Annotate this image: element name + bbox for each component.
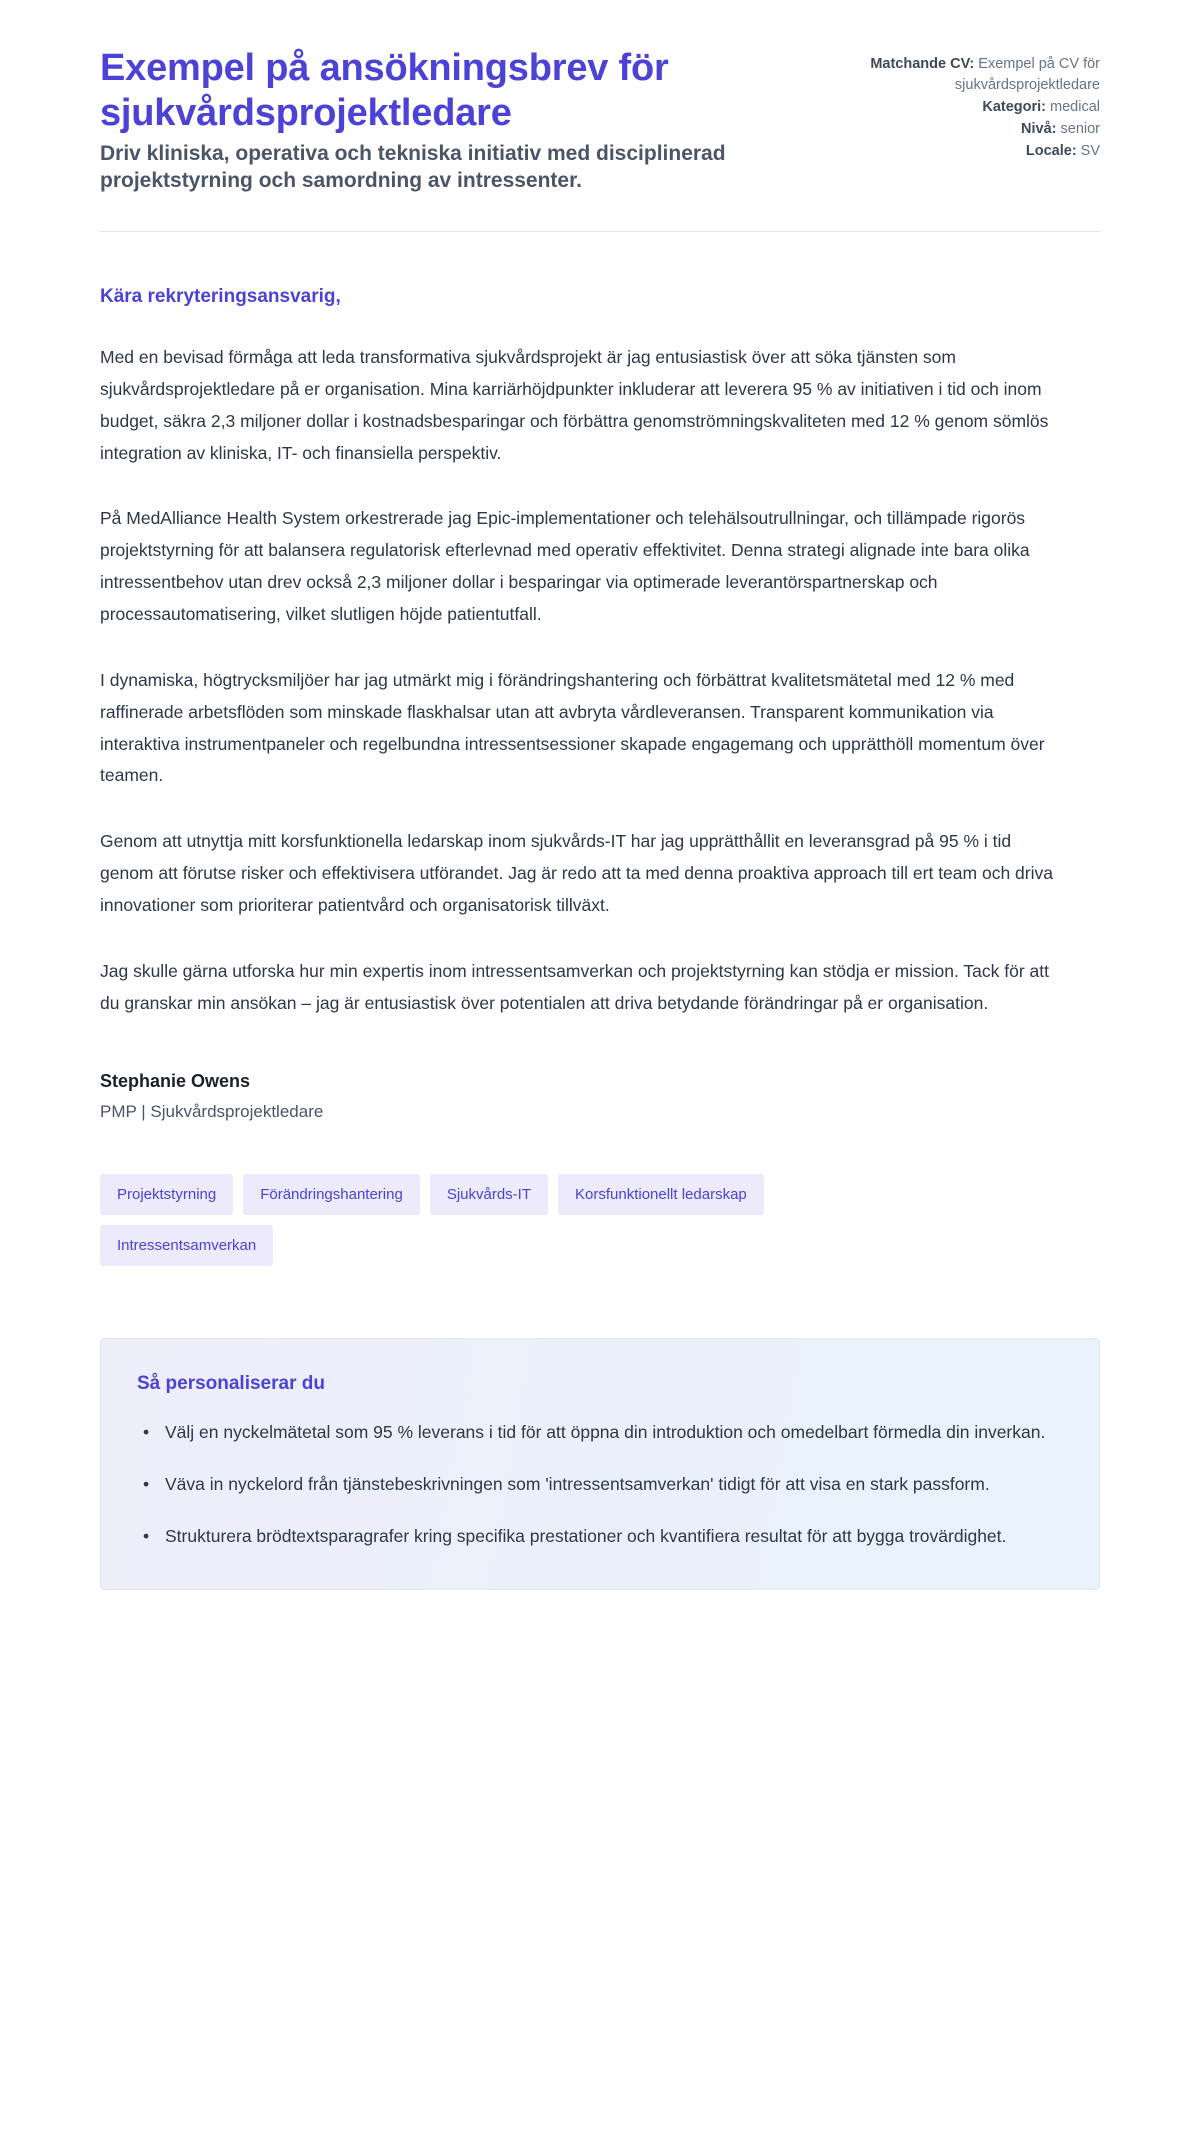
metadata-label: Matchande CV:	[870, 56, 975, 72]
letter-paragraph: Genom att utnyttja mitt korsfunktionella ledarskap inom sjukvårds-IT har jag upprätthållit en leveransgrad på 95 % i tid genom att förutse risker och effektivisera utförandet. Jag är redo att ta med denna proaktiva approach till ert team och driva innovationer som prioriterar patientvård och organisatorisk tillväxt.	[100, 831, 1053, 915]
callout-title: Så personaliserar du	[137, 1373, 325, 1395]
metadata-value: medical	[1050, 99, 1100, 116]
callout-tip-item: • Välj en nyckelmätetal som 95 % leverans i tid för att öppna din introduktion och omedelbart förmedla din inverkan.	[161, 1417, 1063, 1449]
page-title: Exempel på ansökningsbrev för sjukvårdsprojektledare	[100, 47, 669, 134]
metadata-row-matching-cv	[868, 54, 1100, 96]
metadata-label: Locale:	[1025, 143, 1077, 160]
metadata-label: Kategori:	[982, 99, 1046, 116]
tag-chip[interactable]: Intressentsamverkan	[100, 1225, 273, 1266]
tag-list	[100, 1174, 890, 1266]
letter-paragraph: I dynamiska, högtrycksmiljöer har jag utmärkt mig i förändringshantering och förbättrat kvalitetsmätetal med 12 % med raffinerade arbetsflöden som minskade flaskhalsar utan att avbryta vårdleveransen. Transparent kommunikation via interaktiva instrumentpaneler och regelbundna intressentsessioner skapade engagemang och upprätthöll momentum över teamen.	[100, 669, 1045, 786]
header-title-block	[100, 46, 780, 195]
personalization-callout	[100, 1338, 1100, 1590]
letter-body	[100, 232, 1100, 1122]
letter-greeting: Kära rekryteringsansvarig,	[100, 286, 341, 308]
tag-chip[interactable]: Projektstyrning	[100, 1174, 233, 1215]
callout-tip-list	[137, 1417, 1063, 1553]
signature-name: Stephanie Owens	[100, 1071, 251, 1092]
tag-chip[interactable]: Korsfunktionellt ledarskap	[558, 1174, 764, 1215]
page-header	[100, 0, 1100, 195]
metadata-label: Nivå:	[1021, 121, 1057, 138]
tag-chip[interactable]: Förändringshantering	[243, 1174, 420, 1215]
signature-role: PMP | Sjukvårdsprojektledare	[100, 1102, 324, 1122]
signature-block	[100, 1071, 1100, 1122]
metadata-value: SV	[1080, 143, 1100, 160]
page-subtitle: Driv kliniska, operativa och tekniska initiativ med disciplinerad projektstyrning och samordning av intressenter.	[100, 141, 726, 193]
metadata-row-level	[868, 119, 1100, 140]
metadata-row-category	[868, 97, 1100, 118]
tag-chip[interactable]: Sjukvårds-IT	[430, 1174, 548, 1215]
letter-paragraph: Med en bevisad förmåga att leda transformativa sjukvårdsprojekt är jag entusiastisk över att söka tjänsten som sjukvårdsprojektledare på er organisation. Mina karriärhöjdpunkter inkluderar att leverera 95 % av initiativen i tid och inom budget, säkra 2,3 miljoner dollar i kostnadsbesparingar och förbättra genomströmningskvaliteten med 12 % genom sömlös integration av kliniska, IT- och finansiella perspektiv.	[100, 347, 1049, 463]
metadata-value: senior	[1060, 121, 1100, 138]
callout-tip-item: • Strukturera brödtextsparagrafer kring specifika prestationer och kvantifiera resultat för att bygga trovärdighet.	[161, 1521, 1063, 1553]
metadata-panel	[868, 46, 1100, 163]
metadata-row-locale	[868, 141, 1100, 162]
metadata-value: Exempel på CV för sjukvårdsprojektledare	[954, 56, 1100, 94]
callout-tip-item: • Väva in nyckelord från tjänstebeskrivningen som 'intressentsamverkan' tidigt för att visa en stark passform.	[161, 1469, 1063, 1501]
letter-paragraph: På MedAlliance Health System orkestrerade jag Epic-implementationer och telehälsoutrullningar, och tillämpade rigorös projektstyrning för att balansera regulatorisk efterlevnad med operativ effektivitet. Denna strategi alignade inte bara olika intressentbehov utan drev också 2,3 miljoner dollar i besparingar via optimerade leverantörspartnerskap och processautomatisering, vilket slutligen höjde patientutfall.	[100, 508, 1030, 624]
letter-paragraph: Jag skulle gärna utforska hur min expertis inom intressentsamverkan och projektstyrning kan stödja er mission. Tack för att du granskar min ansökan – jag är entusiastisk över potentialen att driva betydande förändringar på er organisation.	[100, 960, 1049, 1013]
